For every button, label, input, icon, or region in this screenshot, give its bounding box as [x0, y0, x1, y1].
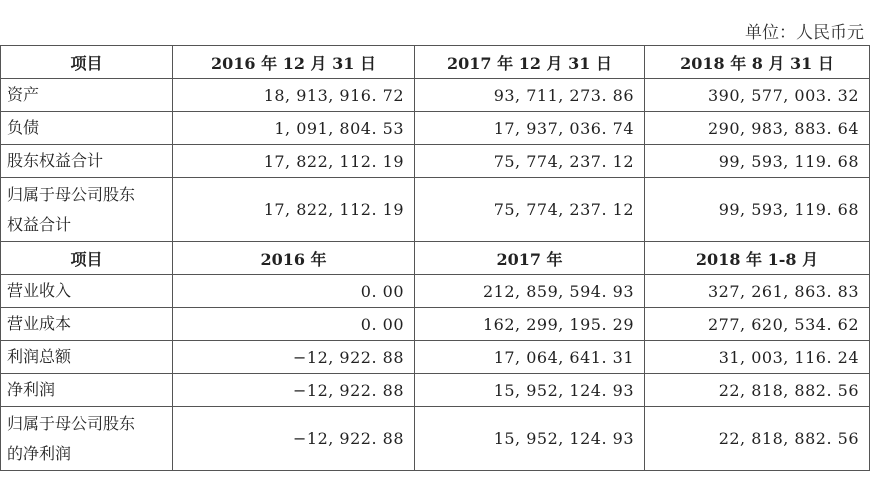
row-label-text: 归属于母公司股东 权益合计: [7, 184, 136, 234]
row-label: 利润总额: [1, 341, 173, 374]
value-cell: −12, 922. 88: [173, 407, 415, 471]
header-cell: 项目: [1, 46, 173, 79]
value-cell: 390, 577, 003. 32: [645, 79, 870, 112]
row-label: 股东权益合计: [1, 145, 173, 178]
row-label: [1, 178, 173, 242]
value-cell: 75, 774, 237. 12: [415, 178, 645, 242]
value-cell: 17, 064, 641. 31: [415, 341, 645, 374]
value-cell: 212, 859, 594. 93: [415, 275, 645, 308]
value-cell: 277, 620, 534. 62: [645, 308, 870, 341]
value-cell: 15, 952, 124. 93: [415, 407, 645, 471]
table-row: [1, 407, 870, 471]
row-label-text: 归属于母公司股东 的净利润: [7, 413, 136, 463]
row-label: 营业收入: [1, 275, 173, 308]
row-label: 资产: [1, 79, 173, 112]
table-row: [1, 112, 870, 145]
value-cell: 1, 091, 804. 53: [173, 112, 415, 145]
value-cell: 99, 593, 119. 68: [645, 145, 870, 178]
header-cell: 2018 年 8 月 31 日: [645, 46, 870, 79]
value-cell: 75, 774, 237. 12: [415, 145, 645, 178]
row-label: 营业成本: [1, 308, 173, 341]
header-cell: 项目: [1, 242, 173, 275]
value-cell: 93, 711, 273. 86: [415, 79, 645, 112]
value-cell: −12, 922. 88: [173, 341, 415, 374]
unit-label: 单位：人民币元: [745, 23, 864, 43]
balance-header-row: [1, 46, 870, 79]
value-cell: 162, 299, 195. 29: [415, 308, 645, 341]
table-row: [1, 308, 870, 341]
value-cell: −12, 922. 88: [173, 374, 415, 407]
table-row: [1, 178, 870, 242]
row-label: 负债: [1, 112, 173, 145]
value-cell: 22, 818, 882. 56: [645, 374, 870, 407]
value-cell: 31, 003, 116. 24: [645, 341, 870, 374]
table-row: [1, 374, 870, 407]
header-cell: 2017 年: [415, 242, 645, 275]
table-row: [1, 341, 870, 374]
value-cell: 99, 593, 119. 68: [645, 178, 870, 242]
financial-table: [0, 45, 870, 471]
header-cell: 2016 年: [173, 242, 415, 275]
value-cell: 22, 818, 882. 56: [645, 407, 870, 471]
table-row: [1, 275, 870, 308]
row-label: [1, 407, 173, 471]
value-cell: 290, 983, 883. 64: [645, 112, 870, 145]
table-row: [1, 79, 870, 112]
header-cell: 2018 年 1-8 月: [645, 242, 870, 275]
value-cell: 17, 937, 036. 74: [415, 112, 645, 145]
value-cell: 15, 952, 124. 93: [415, 374, 645, 407]
header-cell: 2017 年 12 月 31 日: [415, 46, 645, 79]
value-cell: 18, 913, 916. 72: [173, 79, 415, 112]
value-cell: 327, 261, 863. 83: [645, 275, 870, 308]
header-cell: 2016 年 12 月 31 日: [173, 46, 415, 79]
value-cell: 0. 00: [173, 308, 415, 341]
income-header-row: [1, 242, 870, 275]
value-cell: 17, 822, 112. 19: [173, 178, 415, 242]
row-label: 净利润: [1, 374, 173, 407]
value-cell: 0. 00: [173, 275, 415, 308]
value-cell: 17, 822, 112. 19: [173, 145, 415, 178]
table-row: [1, 145, 870, 178]
